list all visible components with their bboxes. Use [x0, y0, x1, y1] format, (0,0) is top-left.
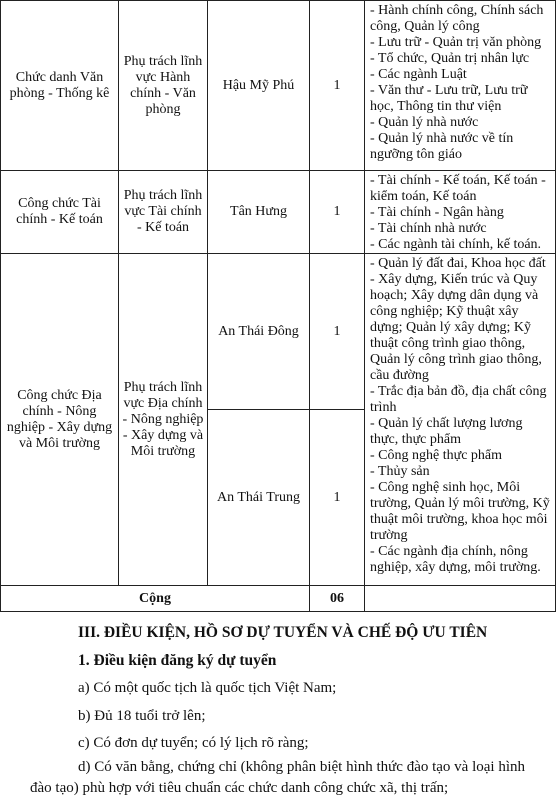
- major-item: - Quản lý nhà nước về tín ngưỡng tôn giáo: [370, 131, 514, 162]
- position-cell: Công chức Địa chính - Nông nghiệp - Xây dựng và Môi trường: [1, 254, 119, 586]
- count-cell: 1: [310, 254, 365, 410]
- major-item: - Tài chính - Kế toán, Kế toán - kiểm toán, Kế toán: [370, 173, 546, 204]
- section-heading: III. ĐIỀU KIỆN, HỒ SƠ DỰ TUYỂN VÀ CHẾ ĐỘ ƯU TIÊN: [78, 624, 488, 641]
- section-subheading: 1. Điều kiện đăng ký dự tuyển: [78, 652, 277, 669]
- major-item: - Văn thư - Lưu trữ, Lưu trữ học, Thông tin thư viện: [370, 83, 528, 114]
- major-item: - Các ngành địa chính, nông nghiệp, xây dựng, môi trường.: [370, 544, 541, 575]
- condition-item: b) Đủ 18 tuổi trở lên;: [78, 708, 206, 724]
- field-cell: Phụ trách lĩnh vực Tài chính - Kế toán: [119, 171, 208, 254]
- condition-item: a) Có một quốc tịch là quốc tịch Việt Nam;: [78, 680, 337, 696]
- major-item: - Tài chính nhà nước: [370, 221, 487, 236]
- major-item: - Xây dựng, Kiến trúc và Quy hoạch; Xây dựng dân dụng và công nghiệp; Kỹ thuật xây dựng; Quản lý xây dựng; Kỹ thuật công trình giao thông, Quản lý công trình giao thông, cầu đường: [370, 272, 542, 383]
- total-value: 06: [310, 586, 365, 612]
- majors-cell: [365, 1, 556, 171]
- majors-cell: [365, 254, 556, 586]
- total-row: [1, 586, 556, 612]
- major-item: - Hành chính công, Chính sách công, Quản lý công: [370, 3, 544, 34]
- majors-cell: [365, 171, 556, 254]
- empty-cell: [365, 586, 556, 612]
- table-row: [1, 1, 556, 171]
- location-cell: Hậu Mỹ Phú: [208, 1, 310, 171]
- table-row: [1, 254, 556, 410]
- major-item: - Các ngành Luật: [370, 67, 467, 82]
- field-cell: Phụ trách lĩnh vực Địa chính - Nông nghiệp - Xây dựng và Môi trường: [119, 254, 208, 586]
- major-item: - Công nghệ thực phẩm: [370, 448, 503, 463]
- location-cell: Tân Hưng: [208, 171, 310, 254]
- major-item: - Tài chính - Ngân hàng: [370, 205, 504, 220]
- major-item: - Trắc địa bản đồ, địa chất công trình: [370, 384, 547, 415]
- major-item: - Quản lý nhà nước: [370, 115, 479, 130]
- count-cell: 1: [310, 1, 365, 171]
- major-item: - Tổ chức, Quản trị nhân lực: [370, 51, 530, 66]
- major-item: - Lưu trữ - Quản trị văn phòng: [370, 35, 542, 50]
- field-cell: Phụ trách lĩnh vực Hành chính - Văn phòng: [119, 1, 208, 171]
- major-item: - Thủy sản: [370, 464, 430, 479]
- major-item: - Công nghệ sinh học, Môi trường, Quản lý môi trường, Kỹ thuật môi trường, khoa học môi trường: [370, 480, 550, 543]
- location-cell: An Thái Trung: [208, 410, 310, 586]
- total-label: Cộng: [1, 586, 310, 612]
- position-cell: Chức danh Văn phòng - Thống kê: [1, 1, 119, 171]
- count-cell: 1: [310, 410, 365, 586]
- table-row: [1, 171, 556, 254]
- location-cell: An Thái Đông: [208, 254, 310, 410]
- count-cell: 1: [310, 171, 365, 254]
- major-item: - Quản lý chất lượng lương thực, thực phẩm: [370, 416, 523, 447]
- condition-item: d) Có văn bằng, chứng chỉ (không phân biệt hình thức đào tạo và loại hình đào tạo) phù hợp với tiêu chuẩn các chức danh công chức xã, thị trấn;: [30, 759, 525, 796]
- major-item: - Quản lý đất đai, Khoa học đất: [370, 256, 546, 271]
- condition-item: c) Có đơn dự tuyển; có lý lịch rõ ràng;: [78, 735, 309, 751]
- position-cell: Công chức Tài chính - Kế toán: [1, 171, 119, 254]
- major-item: - Các ngành tài chính, kế toán.: [370, 237, 542, 252]
